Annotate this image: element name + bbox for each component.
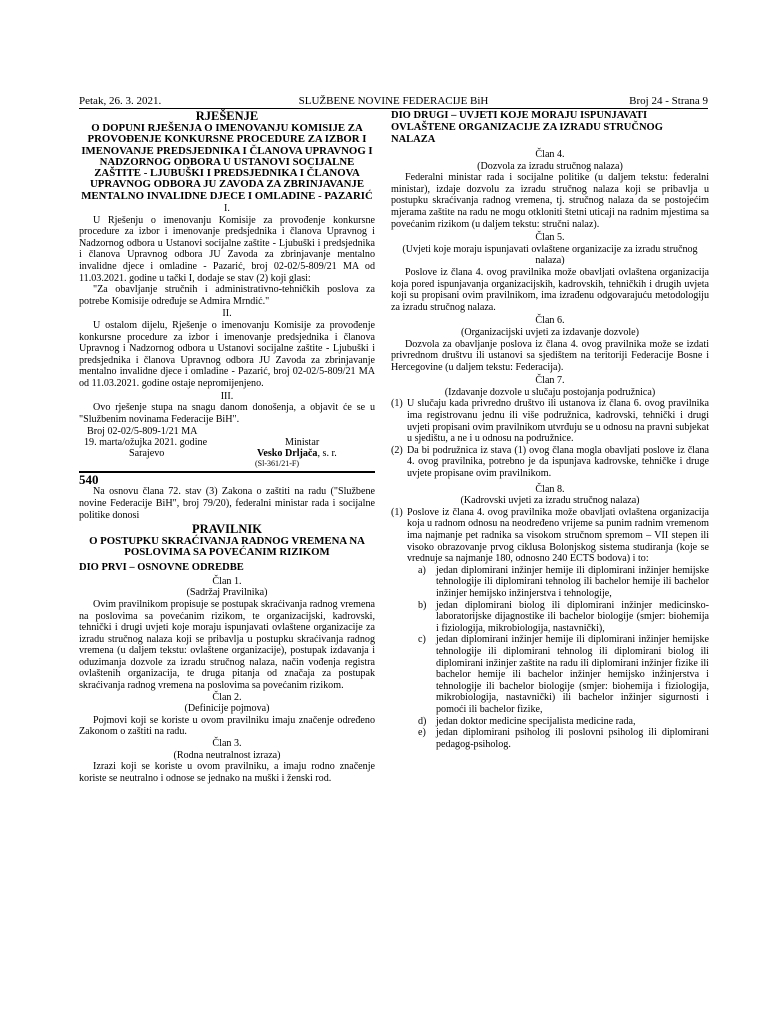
clan8-sub-a-text: jedan diplomirani inžinjer hemije ili diplomirani inžinjer hemijske tehnologije ili diplomirani tehnolog ili bachelor hemije ili bachelor inžinjer hemijsko inžinjerstva i tehnologije, <box>436 564 709 599</box>
section-iii-heading: III. <box>220 390 234 402</box>
signature-block <box>79 425 375 459</box>
clan5-title: (Uvjeti koje moraju ispunjavati ovlaštene organizacije za izradu stručnog nalaza) <box>402 243 698 267</box>
header-date: Petak, 26. 3. 2021. <box>79 95 162 107</box>
clan8-sub-d <box>418 716 709 728</box>
clan8-sub-b-text: jedan diplomirani biolog ili diplomirani inžinjer medicinsko-laboratorijske dijagnostike ili bachelor biologije (smjer: biohemija i fiziologija, mikrobiologija, nastavnički), <box>436 599 709 634</box>
resenje-title: RJEŠENJE <box>195 109 259 123</box>
clan7-item-1-number: (1) <box>391 398 403 410</box>
signature-name-line <box>257 448 337 460</box>
signature-place: Sarajevo <box>129 448 165 460</box>
clan8-title: (Kadrovski uvjeti za izradu stručnog nalaza) <box>460 495 640 507</box>
clan2-heading: Član 2. <box>212 691 242 703</box>
clan8-sub-c-text: jedan diplomirani inžinjer hemije ili diplomirani inžinjer hemijske tehnologije ili diplomirani tehnolog ili diplomirani biolog ili diplomirani inžinjer zaštite na radu ili diplomirani inžinjer fizike ili bachelor hemije ili bachelor inžinjer hemijsko inžinjerstva i tehnologije ili bachelor biologije (smjer: biohemija i fiziologija, mikrobiologija, nastavnički) ili bachelor inžinjer sigurnosti i pomoći ili bachelor fizike, <box>436 634 709 715</box>
clan6-title: (Organizacijski uvjeti za izdavanje dozvole) <box>460 326 640 338</box>
clan5-text: Poslove iz člana 4. ovog pravilnika može obavljati ovlaštena organizacija koja pored ispunjavanja organizacijskih, kadrovskih, tehničkih i drugih uvjeta koji su propisani ovim pravilnikom, ima izrađenu odgovarajuću metodologiju za izradu stručnog nalaza. <box>391 266 709 313</box>
left-column <box>79 110 375 784</box>
clan8-sub-a-letter: a) <box>418 564 426 576</box>
clan1-heading: Član 1. <box>212 575 242 587</box>
signature-suffix: , s. r. <box>317 448 337 460</box>
item-number-540: 540 <box>79 472 99 488</box>
clan2-title: (Definicije pojmova) <box>184 703 270 715</box>
clan8-heading: Član 8. <box>535 483 565 495</box>
pravilnik-intro: Na osnovu člana 72. stav (3) Zakona o zaštiti na radu ("Službene novine Federacije BiH", broj 79/20), federalni ministar rada i socijalne politike donosi <box>79 486 375 521</box>
part-one-heading: DIO PRVI – OSNOVNE ODREDBE <box>79 561 244 573</box>
clan8-item-1-number: (1) <box>391 506 403 518</box>
clan7-item-2-text: Da bi podružnica iz stava (1) ovog člana mogla obavljati poslove iz člana 4. ovog pravilnika, potrebno je da ispunjava kadrovske, tehničke i druge uvjete propisane ovim pravilnikom. <box>407 444 709 480</box>
clan3-text: Izrazi koji se koriste u ovom pravilniku, a imaju rodno značenje koriste se neutralno i odnose se jednako na muški i ženski rod. <box>79 761 375 784</box>
clan8-sub-d-text: jedan doktor medicine specijalista medicine rada, <box>436 715 636 727</box>
right-column <box>391 110 709 750</box>
clan3-title: (Rodna neutralnost izraza) <box>173 749 281 761</box>
section-ii-text: U ostalom dijelu, Rješenje o imenovanju Komisije za provođenje konkursne procedure za izbor i imenovanje predsjednika i članova Upravnog i Nadzornog odbora u Ustanovi socijalne zaštite - Ljubuški i predsjednika i članova Upravnog odbora JU Zavoda za zbrinjavanje mentalno invalidne djece i omladine - Pazarić, broj 02-02/5-809/21 MA od 11.03.2021. godine ostaje nepromijenjeno. <box>79 320 375 389</box>
signature-code: (Sl-361/21-F) <box>255 459 299 469</box>
pravilnik-subtitle: O POSTUPKU SKRAĆIVANJA RADNOG VREMENA NA POSLOVIMA SA POVEĆANIM RIZIKOM <box>89 535 365 559</box>
signature-number: Broj 02-02/5-809-1/21 MA <box>87 426 198 438</box>
clan8-sub-b <box>418 600 709 635</box>
clan7-item-2-number: (2) <box>391 444 403 456</box>
clan8-item-1 <box>391 507 709 565</box>
section-ii-heading: II. <box>222 308 232 320</box>
clan4-title: (Dozvola za izradu stručnog nalaza) <box>477 160 623 172</box>
pravilnik-title: PRAVILNIK <box>192 522 262 537</box>
signature-role: Ministar <box>285 437 320 449</box>
clan7-item-1-text: U slučaju kada privredno društvo ili ustanova iz člana 6. ovog pravilnika ima registrovanu jednu ili više podružnica, kadrovski, tehnički i drugi uvjeti propisani ovim pravilnikom utvrđuju se u odnosu na pravni subjekat u sjedištu, a ne i u odnosu na podružnice. <box>407 398 709 445</box>
part-two-heading: DIO DRUGI – UVJETI KOJE MORAJU ISPUNJAVATI OVLAŠTENE ORGANIZACIJE ZA IZRADU STRUČNOG NALAZA <box>391 110 663 145</box>
header-issue-page: Broj 24 - Strana 9 <box>629 95 708 107</box>
page-header <box>79 94 708 109</box>
clan3-heading: Član 3. <box>212 738 242 750</box>
clan7-title: (Izdavanje dozvole u slučaju postojanja podružnica) <box>444 386 656 398</box>
section-iii-text: Ovo rješenje stupa na snagu danom donošenja, a objavit će se u "Službenim novinama Federacije BiH". <box>79 402 375 425</box>
clan8-item-1-text: Poslove iz člana 4. ovog pravilnika može obavljati ovlaštena organizacija koja u radnom odnosu na neodređeno vrijeme sa punim radnim vremenom ima najmanje pet radnika sa visokom stručnom spremom – VII stepen ili visoko obrazovanje prvog ciklusa Bolonjskog sistema studiranja (koje se vrednuje sa najmanje 180, odnosno 240 ECTS bodova) i to: <box>407 506 709 565</box>
clan6-heading: Član 6. <box>535 315 565 327</box>
clan8-sub-d-letter: d) <box>418 715 427 727</box>
clan6-text: Dozvola za obavljanje poslova iz člana 4. ovog pravilnika može se izdati privrednom društvu ili ustanovi sa sjedištem na teritoriji Federacije Bosne i Hercegovine (u daljem tekstu: Federacija). <box>391 338 709 373</box>
clan7-item-2 <box>391 445 709 480</box>
clan8-sub-e-letter: e) <box>418 727 426 739</box>
clan1-title: (Sadržaj Pravilnika) <box>186 587 268 599</box>
clan2-text: Pojmovi koji se koriste u ovom pravilniku imaju značenje određeno Zakonom o zaštiti na radu. <box>79 714 375 738</box>
section-divider <box>79 471 375 473</box>
clan8-sub-a <box>418 565 709 600</box>
section-i-heading: I. <box>224 203 230 215</box>
clan8-sub-c-letter: c) <box>418 634 426 646</box>
clan8-sub-b-letter: b) <box>418 599 427 611</box>
signature-date: 19. marta/ožujka 2021. godine <box>84 437 208 449</box>
clan7-heading: Član 7. <box>535 375 565 387</box>
clan5-heading: Član 5. <box>535 232 565 244</box>
section-i-text: U Rješenju o imenovanju Komisije za provođenje konkursne procedure za izbor i imenovanje predsjednika i članova Upravnog i Nadzornog odbora u Ustanovi socijalne zaštite - Ljubuški i predsjednika i članova Upravnog odbora JU Zavoda za zbrinjavanje mentalno invalidne djece i omladine - Pazarić, broj 02-02/5-809/21 MA od 11.03.2021. godine u tački I, dodaje se stav (2) koji glasi: <box>79 214 375 284</box>
clan4-text: Federalni ministar rada i socijalne politike (u daljem tekstu: federalni ministar), izdaje dozvolu za izradu stručnog nalaza koji se pribavlja u postupku skraćivanja radnog vremena, tj. stručnog nalaza da se postojećim mjerama zaštite na radu ne mogu otkloniti štetni uticaji na radnim mjestima sa povećanim rizikom (u daljem tekstu: stručni nalaz). <box>391 172 709 230</box>
clan8-sub-e <box>418 727 709 750</box>
header-publication: SLUŽBENE NOVINE FEDERACIJE BiH <box>298 95 489 107</box>
clan7-item-1 <box>391 398 709 444</box>
clan1-text: Ovim pravilnikom propisuje se postupak skraćivanja radnog vremena na poslovima sa povećanim rizikom, te organizacijski, kadrovski, tehnički i drugi uvjeti koje moraju ispunjavati ovlaštene organizacije za izradu stručnog nalaza koji se pribavlja u postupku skraćivanja radnog vremena (u daljem tekstu: ovlaštene organizacije), postupak izdavanja i oduzimanja dozvole za izradu stručnog nalaza, način vođenja registra ovlaštenih organizacija, te druga pitanja od značaja za postupak skraćivanja radnog vremena na poslovima sa povećanim rizikom. <box>79 598 375 692</box>
clan8-sub-e-text: jedan diplomirani psiholog ili poslovni psiholog ili diplomirani pedagog-psiholog. <box>436 727 709 750</box>
section-i-quote: "Za obavljanje stručnih i administrativno-tehničkih poslova za potrebe Komisije određuje se Admira Mrndić." <box>79 284 375 307</box>
clan8-sub-c <box>418 634 709 715</box>
clan4-heading: Član 4. <box>535 149 565 160</box>
signature-name: Vesko Drljača <box>257 448 318 460</box>
resenje-subtitle: O DOPUNI RJEŠENJA O IMENOVANJU KOMISIJE ZA PROVOĐENJE KONKURSNE PROCEDURE ZA IZBOR I IMENOVANJE PREDSJEDNIKA I ČLANOVA UPRAVNOG I NADZORNOG ODBORA U USTANOVI SOCIJALNE ZAŠTITE - LJUBUŠKI I PREDSJEDNIKA I ČLANOVA UPRAVNOG ODBORA JU ZAVODA ZA ZBRINJAVANJE MENTALNO INVALIDNE DJECE I OMLADINE - PAZARIĆ <box>81 122 373 202</box>
